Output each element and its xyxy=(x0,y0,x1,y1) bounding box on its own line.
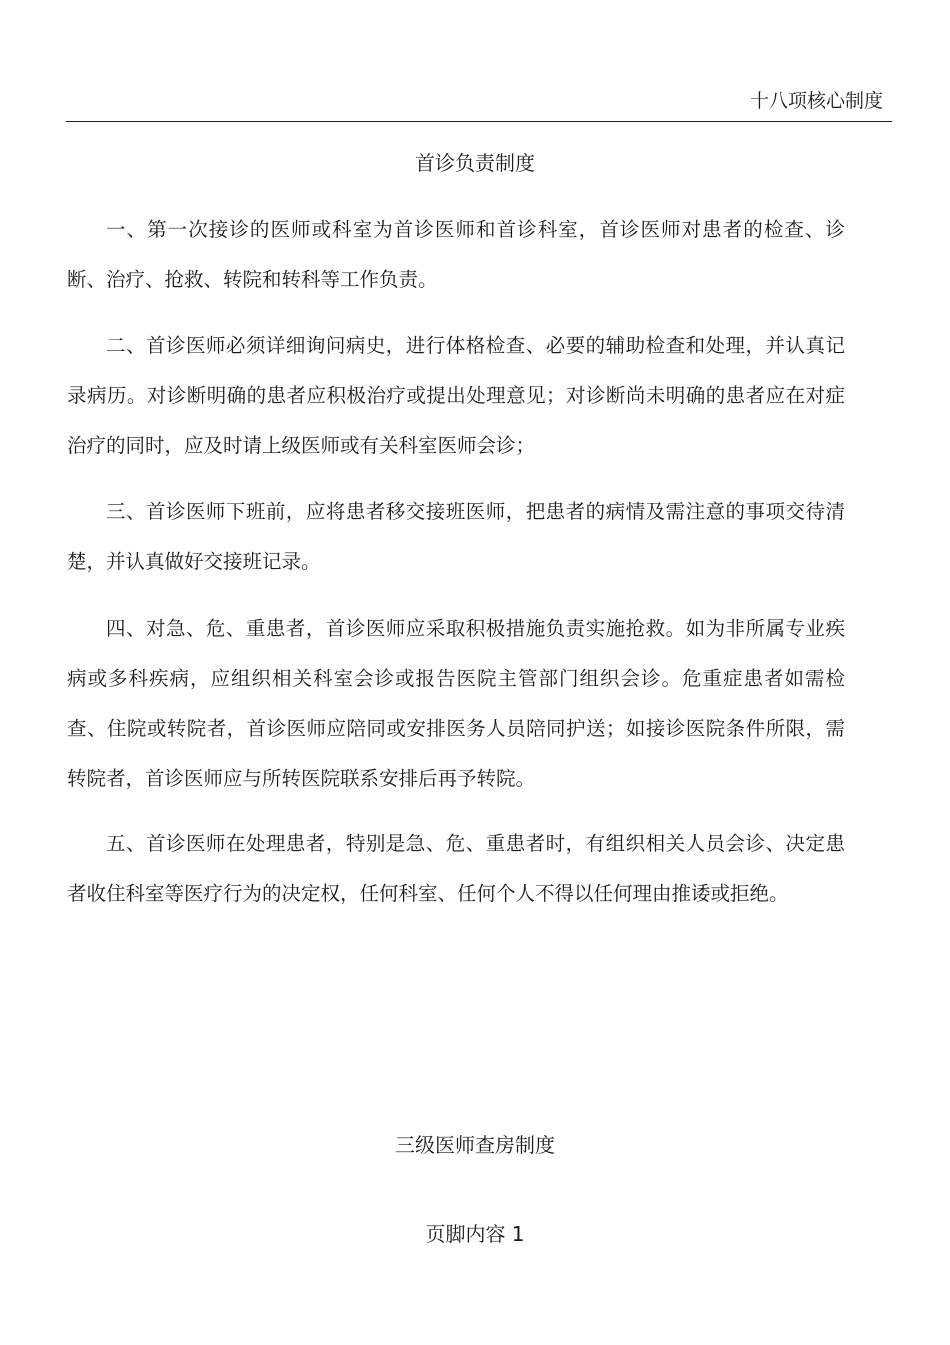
paragraph-3: 三、首诊医师下班前，应将患者移交接班医师，把患者的病情及需注意的事项交待清楚，并认真做好交接班记录。 xyxy=(67,500,845,573)
page-footer: 页脚内容 1 xyxy=(425,1222,525,1246)
section-title-ward-rounds: 三级医师查房制度 xyxy=(395,1133,555,1157)
section-title-first-visit: 首诊负责制度 xyxy=(415,151,535,175)
paragraph-4: 四、对急、危、重患者，首诊医师应采取积极措施负责实施抢救。如为非所属专业疾病或多科疾病，应组织相关科室会诊或报告医院主管部门组织会诊。危重症患者如需检查、住院或转院者，首诊医师应陪同或安排医务人员陪同护送；如接诊医院条件所限，需转院者，首诊医师应与所转医院联系安排后再予转院。 xyxy=(67,617,845,790)
header-divider xyxy=(66,121,892,122)
paragraph-2: 二、首诊医师必须详细询问病史，进行体格检查、必要的辅助检查和处理，并认真记录病历。对诊断明确的患者应积极治疗或提出处理意见；对诊断尚未明确的患者应在对症治疗的同时，应及时请上级医师或有关科室医师会诊； xyxy=(67,334,845,457)
paragraph-1: 一、第一次接诊的医师或科室为首诊医师和首诊科室，首诊医师对患者的检查、诊断、治疗、抢救、转院和转科等工作负责。 xyxy=(67,218,845,291)
paragraph-5: 五、首诊医师在处理患者，特别是急、危、重患者时，有组织相关人员会诊、决定患者收住科室等医疗行为的决定权，任何科室、任何个人不得以任何理由推诿或拒绝。 xyxy=(67,832,845,905)
running-header-title: 十八项核心制度 xyxy=(749,90,883,112)
